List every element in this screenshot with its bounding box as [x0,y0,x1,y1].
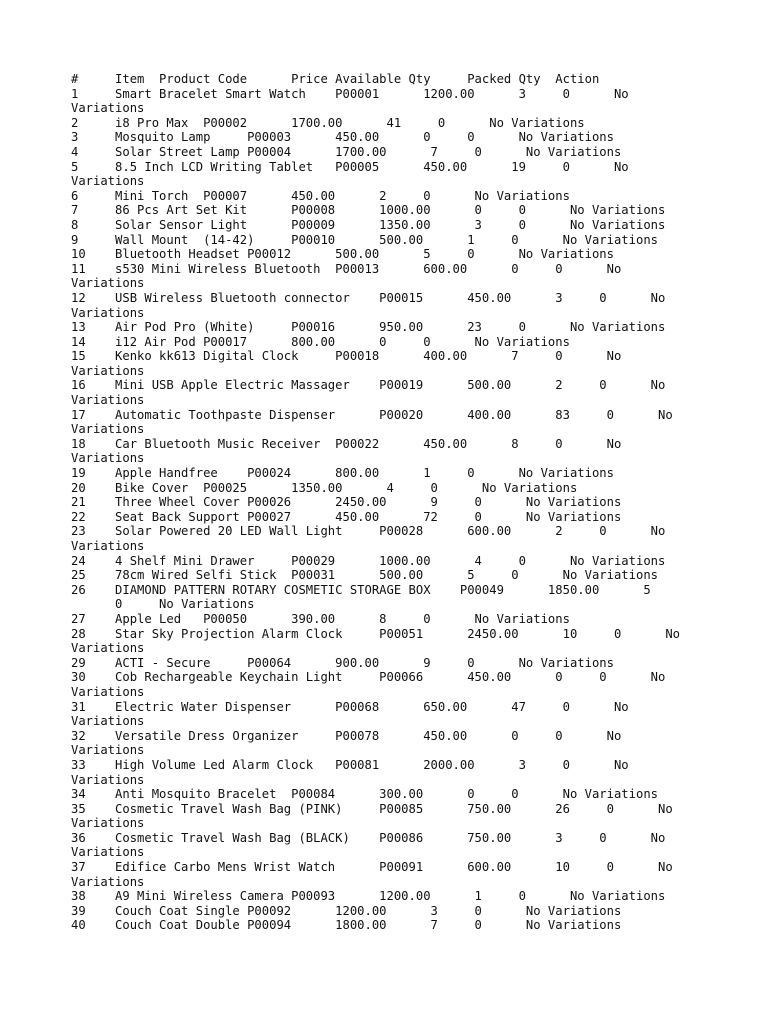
text-line: Variations [71,363,145,378]
text-line: 2 i8 Pro Max P00002 1700.00 41 0 No Variations [71,115,585,130]
text-line: 0 No Variations [71,597,255,612]
text-line: 12 USB Wireless Bluetooth connector P00015 450.00 3 0 No [71,290,666,305]
text-line: 1 Smart Bracelet Smart Watch P00001 1200.00 3 0 No [71,86,629,101]
text-line: 4 Solar Street Lamp P00004 1700.00 7 0 No Variations [71,144,622,159]
text-line: Variations [71,641,145,656]
text-line: 40 Couch Coat Double P00094 1800.00 7 0 No Variations [71,918,622,933]
text-line: Variations [71,393,145,408]
text-line: 5 8.5 Inch LCD Writing Tablet P00005 450.00 19 0 No [71,159,629,174]
text-line: 19 Apple Handfree P00024 800.00 1 0 No Variations [71,466,614,481]
text-line: 22 Seat Back Support P00027 450.00 72 0 No Variations [71,509,622,524]
text-line: Variations [71,276,145,291]
text-line: 38 A9 Mini Wireless Camera P00093 1200.00 1 0 No Variations [71,889,666,904]
text-line: 13 Air Pod Pro (White) P00016 950.00 23 0 No Variations [71,320,666,335]
text-line: 10 Bluetooth Headset P00012 500.00 5 0 No Variations [71,247,614,262]
text-line: 33 High Volume Led Alarm Clock P00081 2000.00 3 0 No [71,757,629,772]
text-line: 9 Wall Mount (14-42) P00010 500.00 1 0 No Variations [71,232,658,247]
text-line: 21 Three Wheel Cover P00026 2450.00 9 0 No Variations [71,495,622,510]
text-line: 37 Edifice Carbo Mens Wrist Watch P00091 600.00 10 0 No [71,860,673,875]
inventory-text [71,72,761,933]
text-line: 17 Automatic Toothpaste Dispenser P00020 400.00 83 0 No [71,407,673,422]
text-line: 32 Versatile Dress Organizer P00078 450.00 0 0 No [71,728,622,743]
header-line: # Item Product Code Price Available Qty Packed Qty Action [71,72,600,86]
text-line: Variations [71,101,145,116]
text-line: Variations [71,772,145,787]
text-line: 35 Cosmetic Travel Wash Bag (PINK) P00085 750.00 26 0 No [71,801,673,816]
text-line: 8 Solar Sensor Light P00009 1350.00 3 0 No Variations [71,217,666,232]
text-line: 15 Kenko kk613 Digital Clock P00018 400.00 7 0 No [71,349,622,364]
text-line: 27 Apple Led P00050 390.00 8 0 No Variations [71,611,570,626]
text-line: Variations [71,305,145,320]
text-line: Variations [71,874,145,889]
text-line: 20 Bike Cover P00025 1350.00 4 0 No Variations [71,480,578,495]
text-line: 36 Cosmetic Travel Wash Bag (BLACK) P00086 750.00 3 0 No [71,830,666,845]
text-line: 34 Anti Mosquito Bracelet P00084 300.00 0 0 No Variations [71,787,658,802]
text-line: Variations [71,539,145,553]
text-line: 11 s530 Mini Wireless Bluetooth P00013 600.00 0 0 No [71,261,622,276]
text-line: Variations [71,174,145,189]
text-line: Variations [71,845,145,860]
text-line: 14 i12 Air Pod P00017 800.00 0 0 No Variations [71,334,570,349]
text-line: Variations [71,451,145,466]
text-line: 30 Cob Rechargeable Keychain Light P00066 450.00 0 0 No [71,670,666,685]
text-line: 29 ACTI - Secure P00064 900.00 9 0 No Variations [71,655,614,670]
text-line: 39 Couch Coat Single P00092 1200.00 3 0 No Variations [71,903,622,918]
text-line: 3 Mosquito Lamp P00003 450.00 0 0 No Variations [71,130,614,145]
text-line: 7 86 Pcs Art Set Kit P00008 1000.00 0 0 No Variations [71,203,666,218]
text-line: 16 Mini USB Apple Electric Massager P00019 500.00 2 0 No [71,378,666,393]
text-line: Variations [71,816,145,831]
text-line: 28 Star Sky Projection Alarm Clock P00051 2450.00 10 0 No [71,626,681,641]
text-line: 26 DIAMOND PATTERN ROTARY COSMETIC STORAGE BOX P00049 1850.00 5 [71,582,651,597]
text-line: Variations [71,743,145,758]
text-line: Variations [71,422,145,437]
text-line: 6 Mini Torch P00007 450.00 2 0 No Variations [71,188,570,203]
text-line: 25 78cm Wired Selfi Stick P00031 500.00 5 0 No Variations [71,568,658,583]
text-line: Variations [71,714,145,729]
text-line: Variations [71,684,145,699]
text-line: 24 4 Shelf Mini Drawer P00029 1000.00 4 0 No Variations [71,553,666,568]
text-line: 31 Electric Water Dispenser P00068 650.00 47 0 No [71,699,629,714]
text-line: 18 Car Bluetooth Music Receiver P00022 450.00 8 0 No [71,436,622,451]
text-line: 23 Solar Powered 20 LED Wall Light P00028 600.00 2 0 No [71,524,666,539]
